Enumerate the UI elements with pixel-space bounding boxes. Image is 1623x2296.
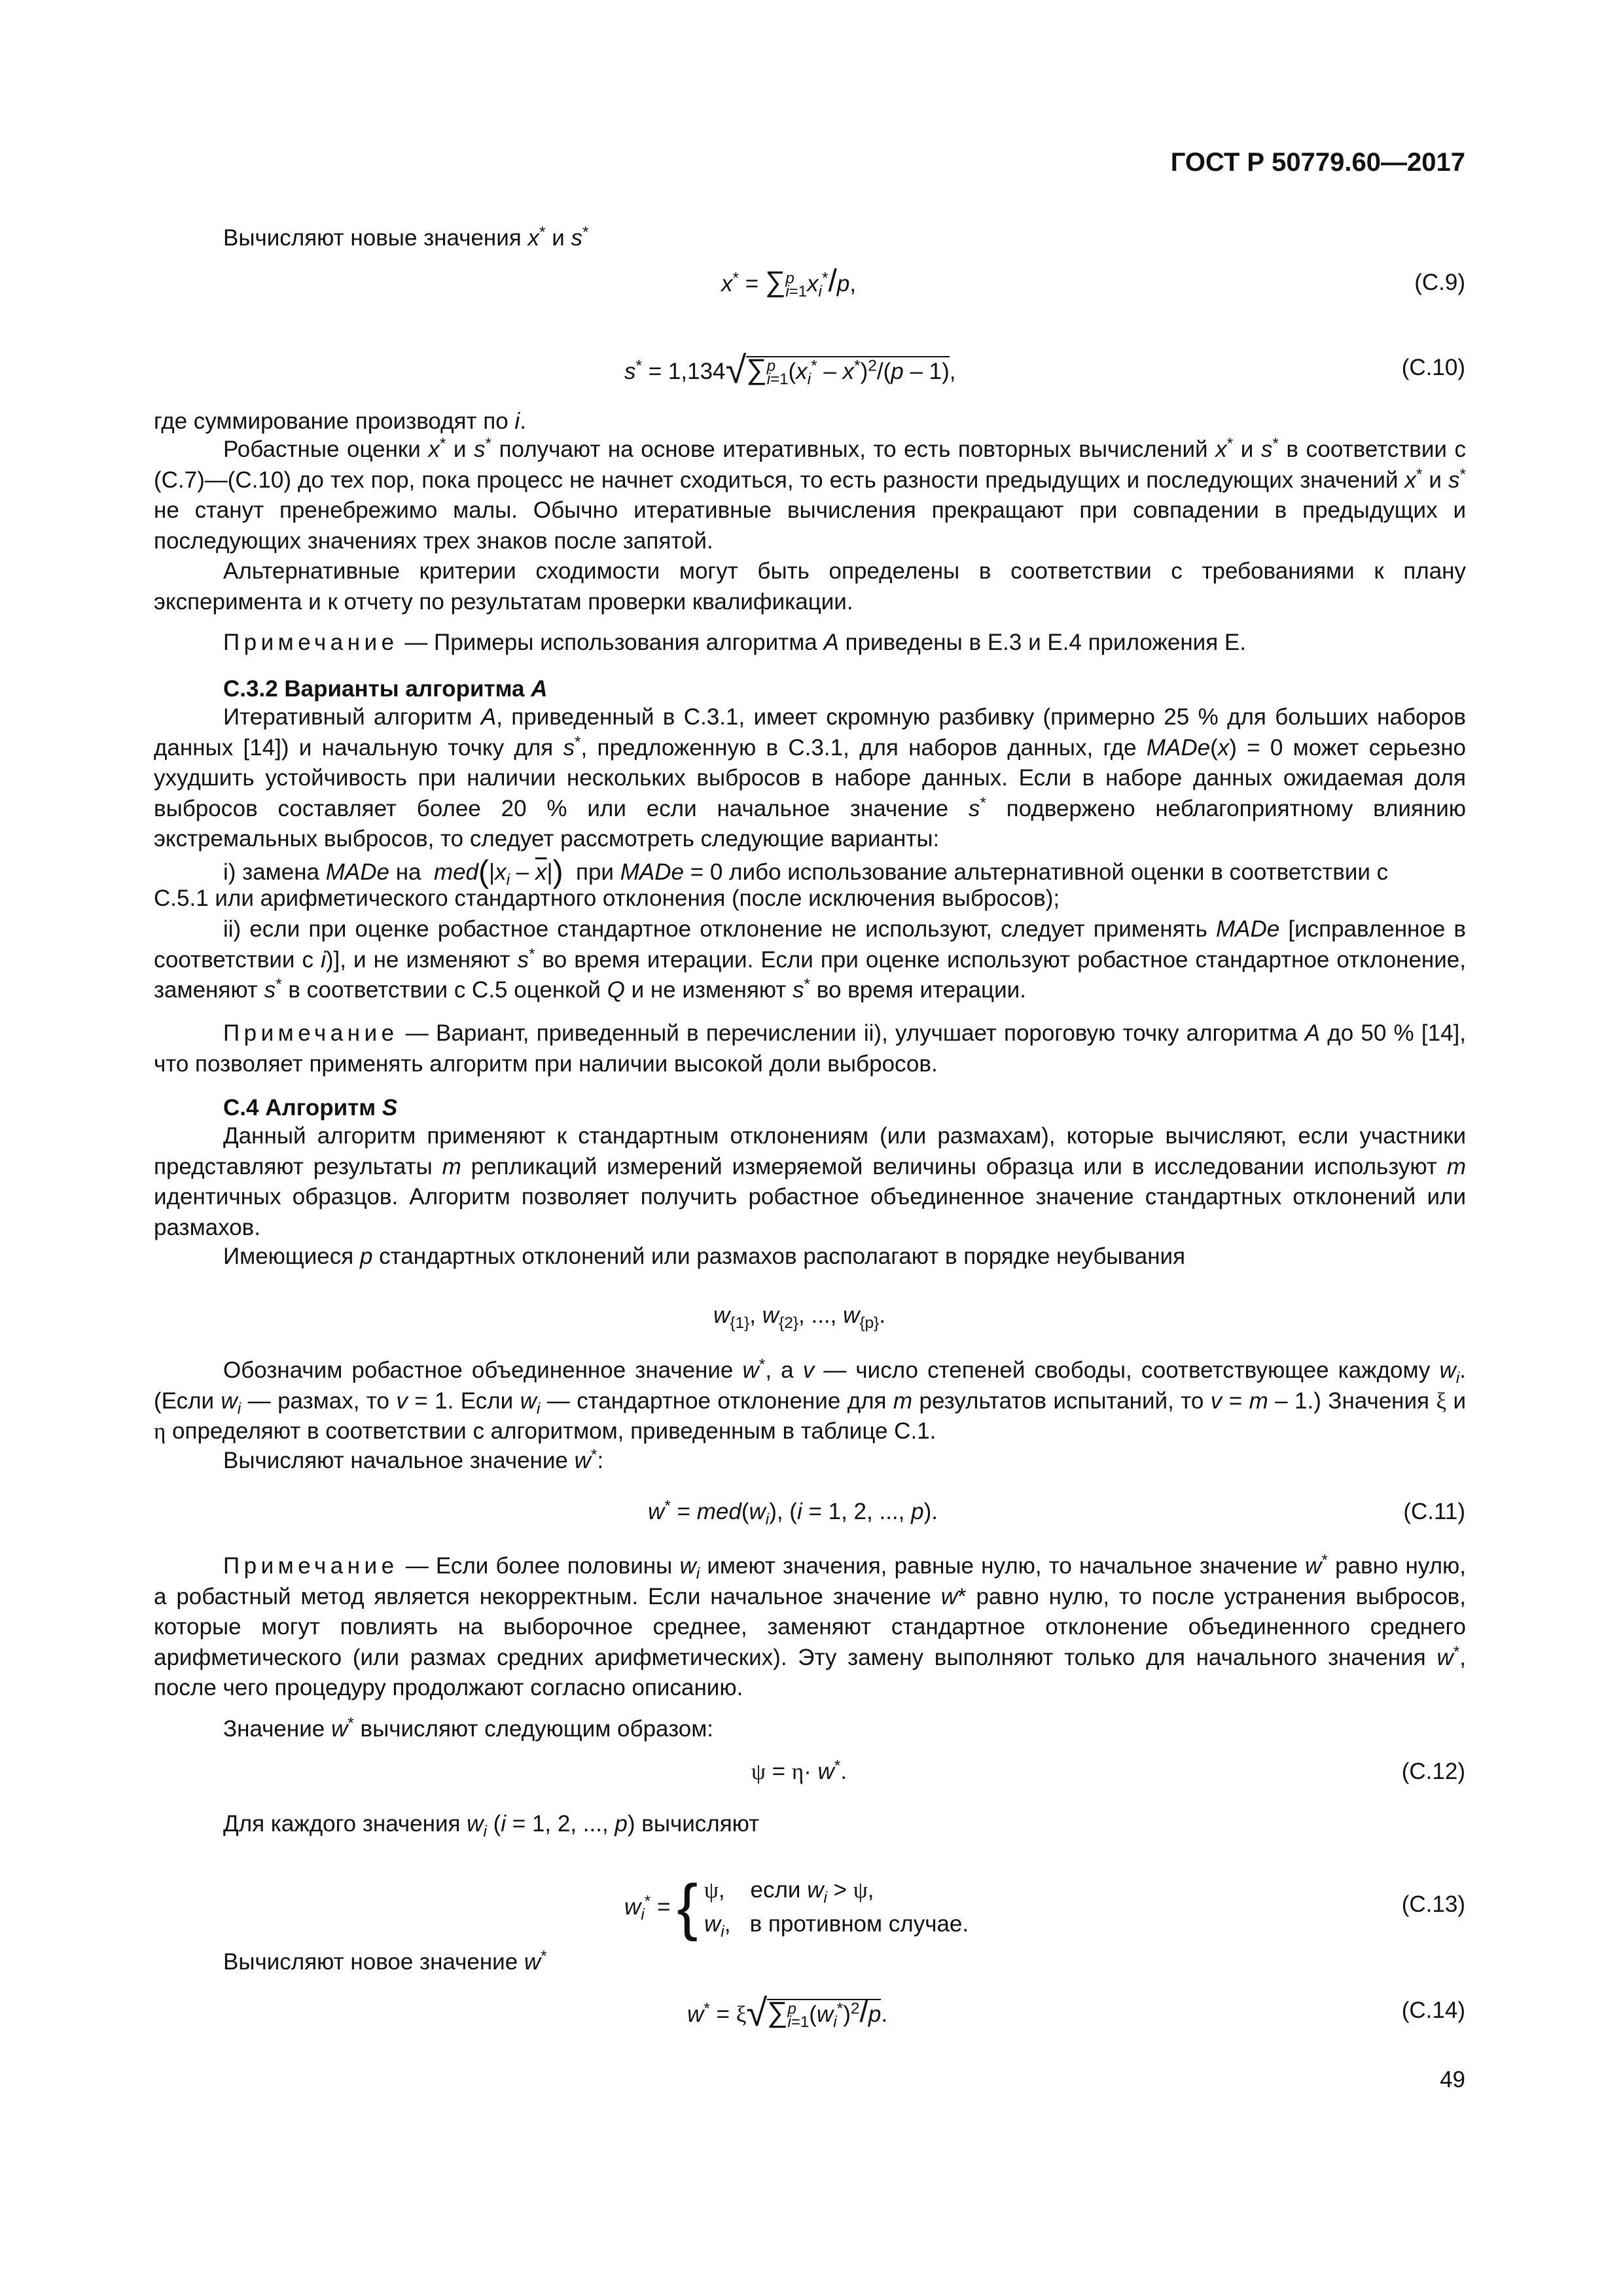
formula-c13-case-1: ψ, если $w_i > \psi$,: [704, 1877, 874, 1907]
document-standard-header: ГОСТ Р 50779.60—2017: [1170, 148, 1465, 177]
formula-c12: ψ = η· w*.: [751, 1757, 847, 1784]
formula-c11: $w^* = med(w_i)$, (i = 1, 2, ..., p).: [648, 1497, 938, 1528]
paragraph-where-sum: где суммирование производят по i.: [154, 408, 526, 434]
paragraph-available-values: Имеющиеся p стандартных отклонений или размахов располагают в порядке неубывания: [223, 1244, 1186, 1269]
paragraph-alternative-criteria: Альтернативные критерии сходимости могут быть определены в соответствии с требованиями к плану эксперимента и к отчету по результатам проверки квалификации.: [154, 558, 1466, 615]
note-2-label: Примечание: [223, 1020, 399, 1046]
paragraph-compute-new-values: Вычисляют новые значения x* и s*: [223, 223, 589, 251]
page-number: 49: [1440, 2067, 1465, 2092]
paragraph-value-w: Значение w* вычисляют следующим образом:: [223, 1714, 714, 1742]
section-heading-c32: С.3.2 Варианты алгоритма A: [223, 676, 548, 702]
equation-number-c13: (С.13): [1401, 1892, 1465, 1917]
note-1-label: Примечание: [223, 630, 399, 655]
formula-c14: w* = ξ√∑p $i=1(w_i^*)^2/p$.: [687, 1992, 888, 2034]
paragraph-algorithm-s: Данный алгоритм применяют к стандартным отклонениям (или размахам), которые вычисляют, если участники представляют результаты m репликаций измерений измеряемой величины образца или в исследовании используют m идентичных образцов. Алгоритм позволяет получить робастное объединенное значение стандартных отклонений или размахов.: [154, 1123, 1466, 1240]
equation-number-c14: (С.14): [1401, 1998, 1465, 2023]
paragraph-iterative-algorithm: Итеративный алгоритм A, приведенный в С.3.1, имеет скромную разбивку (примерно 25 % для больших наборов данных [14]) и начальную точку для s*, предложенную в С.3.1, для наборов данных, где MADe(x) = 0 может серьезно ухудшить устойчивость при наличии нескольких выбросов в наборе данных. Если в наборе данных ожидаемая доля выбросов составляет более 20 % или если начальное значение s* подвержено неблагоприятному влиянию экстремальных выбросов, то следует рассмотреть следующие варианты:: [154, 704, 1466, 852]
paragraph-for-each-value: Для каждого значения $w_i$ (i = 1, 2, ..., p) вычисляют: [223, 1811, 760, 1840]
list-item-i-continued: С.5.1 или арифметического стандартного отклонения (после исключения выбросов);: [154, 886, 1060, 911]
equation-number-c12: (С.12): [1401, 1759, 1465, 1784]
note-3: Примечание — Если более половины $w_i$ имеют значения, равные нулю, то начальное значение w* равно нулю, а робастный метод является некорректным. Если начальное значение w* равно нулю, то после устранения выбросов, которые могут повлиять на выборочное среднее, заменяют стандартное отклонение объединенного среднего арифметического (или размах средних арифметических). Эту замену выполняют только для начального значения w*, после чего процедуру продолжают согласно описанию.: [154, 1551, 1466, 1700]
formula-c9: x* = ∑p $i=1x_i^*/p$,: [721, 264, 857, 300]
list-item-ii: ii) если при оценке робастное стандартное отклонение не используют, следует применять MADe [исправленное в соответствии с i)], и не изменяют s* во время итерации. Если при оценке используют робастное стандартное отклонение, заменяют s* в соответствии с С.5 оценкой Q и не изменяют s* во время итерации.: [154, 916, 1467, 1003]
equation-number-c11: (С.11): [1403, 1499, 1465, 1524]
equation-number-c9: (С.9): [1414, 270, 1465, 295]
note-2: Примечание — Вариант, приведенный в перечислении ii), улучшает пороговую точку алгоритма A до 50 % [14], что позволяет применять алгоритм при наличии высокой доли выбросов.: [154, 1020, 1466, 1077]
section-heading-c4: С.4 Алгоритм S: [223, 1095, 398, 1121]
paragraph-denote: Обозначим робастное объединенное значение w*, а v — число степеней свободы, соответствующее каждому $w_i$. (Если $w_i$ — размах, то v = 1. Если $w_i$ — стандартное отклонение для m результатов испытаний, то v = m – 1.) Значения ξ и η определяют в соответствии с алгоритмом, приведенным в таблице С.1.: [154, 1355, 1467, 1444]
paragraph-initial-value: Вычисляют начальное значение w*:: [223, 1446, 604, 1473]
formula-w-sequence: $w_{\{1\}}$, $w_{\{2\}}$, ..., $w_{\{p\}}$.: [713, 1302, 886, 1332]
note-3-label: Примечание: [223, 1553, 399, 1579]
equation-number-c10: (С.10): [1401, 355, 1465, 380]
formula-c13: $w_i^*$ = { ψ, если $w_i > \psi$, $w_i$, в противном случае.: [624, 1872, 969, 1942]
note-1: [223, 630, 1246, 656]
formula-c13-case-2: $w_i$, в противном случае.: [704, 1911, 969, 1941]
formula-c10: s* = 1,134√∑p $i=1(x_i^* - x^*)^2/(p - 1)$,: [624, 349, 956, 391]
paragraph-compute-new-w: Вычисляют новое значение w*: [223, 1947, 547, 1975]
paragraph-robust-estimates: Робастные оценки x* и s* получают на основе итеративных, то есть повторных вычислений x* и s* в соответствии с (С.7)—(С.10) до тех пор, пока процесс не начнет сходиться, то есть разности предыдущих и последующих значений x* и s* не станут пренебрежимо малы. Обычно итеративные вычисления прекращают при совпадении в предыдущих и последующих значениях трех знаков после запятой.: [154, 435, 1467, 554]
list-item-i: i) замена MADe на $med(|x_i - \overline{x}|)$ при MADe = 0 либо использование альтернативной оценки в соответствии с: [223, 855, 1389, 889]
note-1-text: — Примеры использования алгоритма A приведены в Е.3 и Е.4 приложения Е.: [404, 630, 1246, 655]
